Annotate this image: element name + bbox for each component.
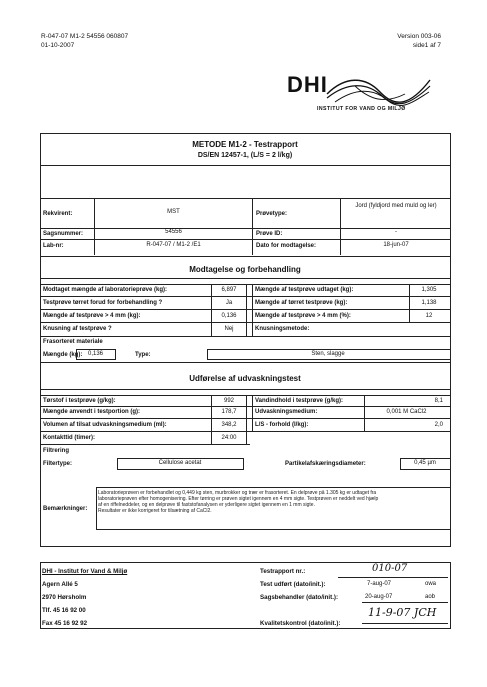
- kvalitet-label: Kvalitetskontrol (dato/init.):: [260, 620, 341, 627]
- torret-testprove-value: 1,138: [421, 300, 437, 306]
- over4-kg-label: Mængde af testprøve > 4 mm (kg):: [43, 313, 141, 319]
- torstof-label: Tørstof i testprøve (g/kg):: [43, 398, 116, 404]
- maengde-value: 0,136: [87, 351, 103, 357]
- rekvirent-value: MST: [167, 209, 180, 215]
- test-udfort-init: owa: [425, 581, 437, 587]
- kvalitet-signature: 11-9-07 JCH: [368, 606, 437, 619]
- knusning-value: Nej: [224, 326, 234, 332]
- filtrering-label: Filtrering: [43, 448, 70, 454]
- wave-icon: [325, 74, 435, 108]
- phone: Tlf. 45 16 92 00: [42, 607, 86, 614]
- labnr-label: Lab-nr:: [43, 243, 64, 249]
- testrapport-number: 010-07: [372, 563, 408, 574]
- sagsnummer-value: 54556: [165, 229, 182, 235]
- remark-line: af en riffelneddeler, og en delprøve til faststofanalysen er yderligere sigtet igennem en 1 mm sigte.: [98, 502, 315, 509]
- provetype-value: Jord (fyldjord med muld og ler): [355, 203, 437, 209]
- rekvirent-label: Rekvirent:: [43, 211, 73, 217]
- labnr-value: R-047-07 / M1-2 /E1: [146, 242, 201, 248]
- knusningsmetode-label: Knusningsmetode:: [255, 326, 310, 332]
- knusning-label: Knusning af testprøve ?: [43, 326, 112, 332]
- sagsbehandler-label: Sagsbehandler (dato/init.):: [260, 594, 339, 601]
- type-value: Sten, slagge: [311, 351, 345, 357]
- doc-date: 01-10-2007: [41, 42, 75, 49]
- dato-value: 18-jun-07: [383, 242, 409, 248]
- maengde-anvendt-label: Mængde anvendt i testportion (g):: [43, 409, 140, 415]
- torret-forud-label: Testprøve tørret forud for forbehandling ?: [43, 300, 163, 306]
- over4-kg-value: 0,136: [221, 313, 237, 319]
- logo-text: DHI: [287, 72, 328, 97]
- bemaerkninger-label: Bemærkninger:: [43, 506, 88, 512]
- provetype-label: Prøvetype:: [256, 211, 288, 217]
- volumen-value: 348,2: [221, 422, 237, 428]
- vandindhold-value: 8,1: [434, 398, 443, 404]
- sagsnummer-label: Sagsnummer:: [43, 231, 84, 237]
- mod-maengde-label: Modtaget mængde af laboratorieprøve (kg):: [43, 287, 168, 293]
- bemaerkninger-text: [98, 490, 448, 514]
- partikel-label: Partikelafskæringsdiameter:: [285, 461, 366, 467]
- over4-pct-value: 12: [425, 313, 433, 319]
- filtertype-label: Filtertype:: [43, 461, 73, 467]
- dato-label: Dato for modtagelse:: [256, 243, 317, 249]
- maengde-label: Mængde (kg):: [43, 352, 83, 358]
- logo-subtitle: INSTITUT FOR VAND OG MILJØ: [317, 106, 406, 112]
- mod-maengde-value: 6,897: [221, 287, 237, 293]
- prove-id-value: -: [395, 229, 397, 235]
- test-udfort-date: 7-aug-07: [367, 581, 392, 587]
- kontakttid-label: Kontakttid (timer):: [43, 435, 95, 441]
- testrapport-label: Testrapport nr.:: [260, 568, 306, 575]
- address-city: 2970 Hørsholm: [42, 594, 87, 601]
- vandindhold-label: Vandindhold i testprøve (g/kg):: [255, 398, 344, 404]
- torstof-value: 992: [223, 398, 234, 404]
- frasorteret-label: Frasorteret materiale: [43, 339, 103, 345]
- doc-reference: R-047-07 M1-2 54556 060807: [41, 33, 129, 40]
- volumen-label: Volumen af tilsat udvaskningsmedium (ml):: [43, 422, 167, 428]
- udvaskningsmedium-label: Udvaskningsmedium:: [255, 409, 318, 415]
- partikel-value: 0,45 µm: [414, 460, 436, 466]
- remark-line: laboratorieprøven efter homogenisering. Efter tørring er prøven sigtet igennem en 4 mm sigte. Testprøven er neddelt ved hjælp: [98, 496, 379, 503]
- prove-id-label: Prøve ID:: [256, 231, 283, 237]
- address-street: Agern Allé 5: [42, 581, 78, 588]
- torret-testprove-label: Mængde af tørret testprøve (kg):: [255, 300, 348, 306]
- ls-value: 2,0: [434, 422, 443, 428]
- testprove-udtaget-label: Mængde af testprøve udtaget (kg):: [255, 287, 354, 293]
- doc-version: Version 003-06: [397, 33, 441, 40]
- type-label: Type:: [135, 352, 151, 358]
- section2-heading: Udførelse af udvaskningstest: [189, 374, 301, 383]
- remark-line: Resultater er ikke korrigeret for tilsætning af CaCl2.: [98, 508, 212, 515]
- sagsbehandler-init: aob: [425, 594, 436, 600]
- dhi-logo: [287, 70, 437, 120]
- testprove-udtaget-value: 1,305: [421, 287, 437, 293]
- test-udfort-label: Test udført (dato/init.):: [260, 581, 326, 588]
- torret-forud-value: Ja: [225, 300, 233, 306]
- fax: Fax 45 16 92 92: [42, 620, 88, 627]
- udvaskningsmedium-value: 0,001 M CaCl2: [386, 409, 427, 415]
- section1-heading: Modtagelse og forbehandling: [189, 265, 301, 274]
- report-title: METODE M1-2 - Testrapport: [192, 140, 298, 149]
- org-name: DHI - Institut for Vand & Miljø: [42, 568, 128, 575]
- ls-label: L/S - forhold (l/kg):: [255, 422, 309, 428]
- remark-line: Laboratorieprøven er forbehandlet og 0,449 kg sten, murbrokker og trær er frasorteret. En delprøve på 1.305 kg er udtaget fra: [98, 490, 377, 496]
- filtertype-value: Cellulose acetat: [158, 460, 202, 466]
- maengde-anvendt-value: 178,7: [221, 409, 237, 415]
- over4-pct-label: Mængde af testprøve > 4 mm (%):: [255, 313, 351, 319]
- sagsbehandler-date: 20-aug-07: [365, 594, 393, 600]
- kontakttid-value: 24:00: [221, 435, 237, 441]
- report-subtitle: DS/EN 12457-1, (L/S = 2 l/kg): [197, 152, 293, 159]
- page-number: side1 af 7: [412, 42, 441, 49]
